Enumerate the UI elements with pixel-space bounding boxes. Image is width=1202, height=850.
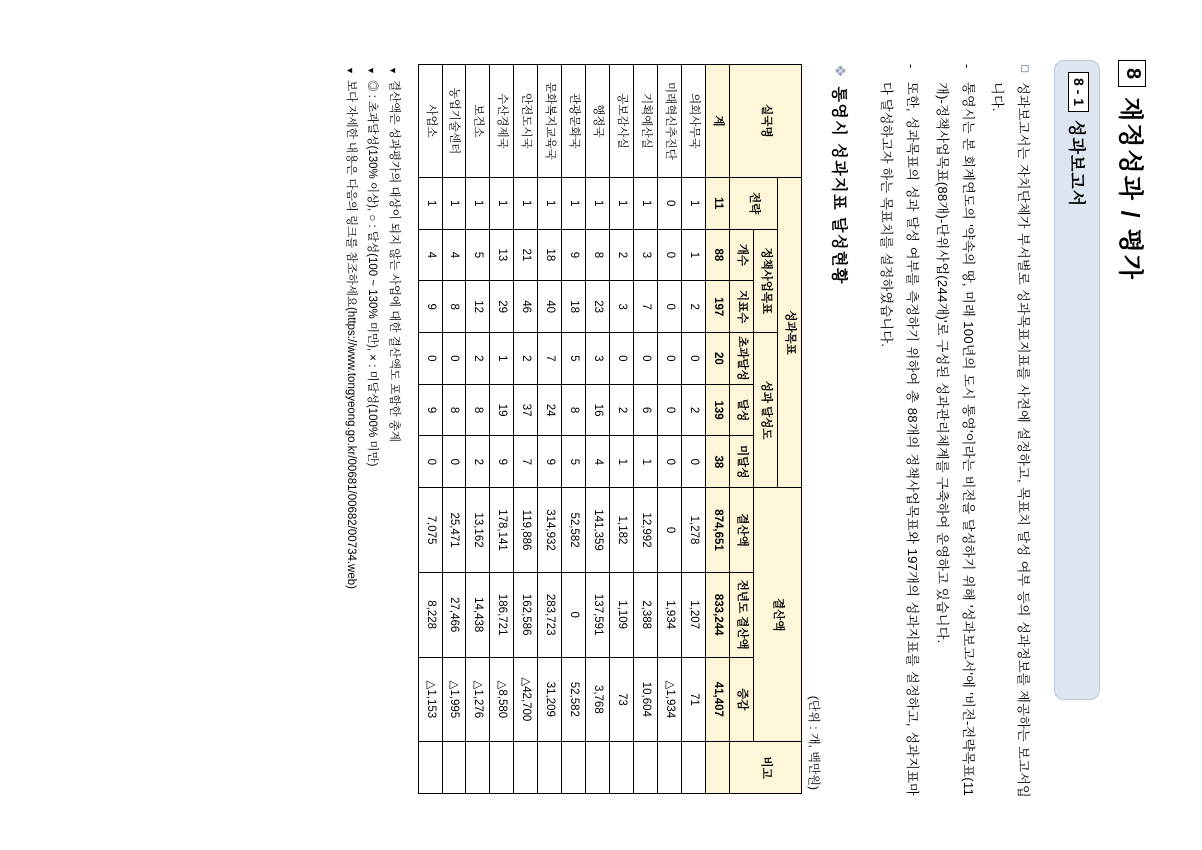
chapter-title: 재정성과 / 평가 bbox=[1116, 97, 1144, 281]
triangle-bullet-icon: ▼ bbox=[345, 66, 356, 75]
cell-policy-count: 2 bbox=[610, 229, 634, 281]
cell-index-count: 40 bbox=[538, 281, 562, 333]
cell-previous: 162,586 bbox=[514, 572, 538, 657]
cell-index-count: 7 bbox=[634, 281, 658, 333]
performance-table bbox=[418, 64, 802, 794]
cell-index-count: 29 bbox=[490, 281, 514, 333]
cell-current: 12,992 bbox=[634, 488, 658, 573]
cell-diff: 52,582 bbox=[562, 657, 586, 742]
cell-remark bbox=[562, 742, 586, 794]
cell-index-count: 9 bbox=[418, 281, 442, 333]
table-row bbox=[634, 65, 658, 794]
cell-current: 874,651 bbox=[705, 488, 729, 573]
cell-not-achieved: 9 bbox=[490, 436, 514, 488]
footnote bbox=[361, 66, 382, 798]
cell-strategy-count: 1 bbox=[681, 177, 705, 229]
cell-over: 0 bbox=[657, 333, 681, 385]
table-row bbox=[562, 65, 586, 794]
cell-over: 5 bbox=[562, 333, 586, 385]
cell-diff: △42,700 bbox=[514, 657, 538, 742]
cell-current: 314,932 bbox=[538, 488, 562, 573]
cell-achieved: 139 bbox=[705, 384, 729, 436]
cell-index-count: 46 bbox=[514, 281, 538, 333]
cell-name: 안전도시국 bbox=[514, 65, 538, 178]
th-previous: 전년도 결산액 bbox=[729, 572, 753, 657]
cell-not-achieved: 38 bbox=[705, 436, 729, 488]
cell-previous: 1,207 bbox=[681, 572, 705, 657]
section-label-group bbox=[1066, 72, 1091, 207]
cell-strategy-count: 1 bbox=[610, 177, 634, 229]
cell-index-count: 18 bbox=[562, 281, 586, 333]
cell-remark bbox=[681, 742, 705, 794]
paragraph bbox=[874, 64, 925, 798]
cell-over: 1 bbox=[490, 333, 514, 385]
th-remark: 비고 bbox=[729, 742, 801, 794]
cell-name: 관광문화국 bbox=[562, 65, 586, 178]
cell-policy-count: 0 bbox=[657, 229, 681, 281]
cell-previous: 2,388 bbox=[634, 572, 658, 657]
page-title bbox=[1114, 60, 1150, 798]
cell-current: 13,162 bbox=[466, 488, 490, 573]
table-row bbox=[657, 65, 681, 794]
cell-remark bbox=[634, 742, 658, 794]
cell-achieved: 9 bbox=[418, 384, 442, 436]
cell-achieved: 2 bbox=[681, 384, 705, 436]
cell-not-achieved: 0 bbox=[657, 436, 681, 488]
th-policy-count: 개수 bbox=[729, 229, 753, 281]
cell-previous: 1,109 bbox=[610, 572, 634, 657]
cell-policy-count: 18 bbox=[538, 229, 562, 281]
cell-not-achieved: 1 bbox=[634, 436, 658, 488]
table-row bbox=[418, 65, 442, 794]
cell-achieved: 16 bbox=[586, 384, 610, 436]
cell-strategy-count: 1 bbox=[586, 177, 610, 229]
cell-remark bbox=[705, 742, 729, 794]
cell-current: 52,582 bbox=[562, 488, 586, 573]
cell-remark bbox=[514, 742, 538, 794]
cell-not-achieved: 0 bbox=[681, 436, 705, 488]
paragraph bbox=[929, 64, 980, 798]
cell-strategy-count: 1 bbox=[418, 177, 442, 229]
table-body bbox=[418, 65, 729, 794]
cell-achieved: 6 bbox=[634, 384, 658, 436]
cell-not-achieved: 0 bbox=[442, 436, 466, 488]
cell-not-achieved: 4 bbox=[586, 436, 610, 488]
cell-index-count: 197 bbox=[705, 281, 729, 333]
table-row bbox=[466, 65, 490, 794]
table-heading-text: 통영시 성과지표 달성현황 bbox=[829, 86, 847, 285]
paragraph-text: 성과보고서는 자치단체가 부서별로 성과목표지표를 사전에 설정하고, 목표치 달성 여부 등의 성과정보를 제공하는 보고서입니다. bbox=[990, 82, 1031, 798]
th-budget-group: 결산액 bbox=[753, 488, 801, 742]
paragraph-text: 통영시는 본 회계연도의 '약속의 땅, 미래 100년의 도시 통영'이라는 비전을 달성하기 위해 '성과보고서'에 '비전-전략목표(11개)-정책사업목표(88개)-단위사업(244개)'로 구성된 성과관리체계를 구축하여 운영하고 있습니다. bbox=[934, 82, 976, 796]
table-row bbox=[514, 65, 538, 794]
cell-name: 의회사무국 bbox=[681, 65, 705, 178]
cell-index-count: 2 bbox=[681, 281, 705, 333]
cell-strategy-count: 1 bbox=[634, 177, 658, 229]
th-index-count: 지표수 bbox=[729, 281, 753, 333]
dash-bullet-icon: - bbox=[904, 64, 920, 69]
cell-policy-count: 13 bbox=[490, 229, 514, 281]
table-row bbox=[681, 65, 705, 794]
cell-strategy-count: 0 bbox=[657, 177, 681, 229]
th-name: 실국명 bbox=[729, 65, 801, 178]
cell-current: 119,886 bbox=[514, 488, 538, 573]
cell-index-count: 23 bbox=[586, 281, 610, 333]
cell-over: 0 bbox=[610, 333, 634, 385]
cell-strategy-count: 1 bbox=[442, 177, 466, 229]
cell-over: 3 bbox=[586, 333, 610, 385]
cell-current: 141,359 bbox=[586, 488, 610, 573]
cell-name: 공보감사실 bbox=[610, 65, 634, 178]
table-header-row bbox=[777, 65, 801, 794]
cell-strategy-count: 1 bbox=[538, 177, 562, 229]
th-degree-group: 성과 달성도 bbox=[753, 333, 777, 488]
cell-name: 농업기술센터 bbox=[442, 65, 466, 178]
th-not-achieved: 미달성 bbox=[729, 436, 753, 488]
square-bullet-icon: ◻ bbox=[1019, 64, 1031, 74]
table-row bbox=[490, 65, 514, 794]
triangle-bullet-icon: ▼ bbox=[366, 66, 377, 75]
cell-over: 0 bbox=[681, 333, 705, 385]
cell-diff: △1,153 bbox=[418, 657, 442, 742]
cell-achieved: 24 bbox=[538, 384, 562, 436]
cell-current: 1,278 bbox=[681, 488, 705, 573]
th-over: 초과달성 bbox=[729, 333, 753, 385]
cell-index-count: 8 bbox=[442, 281, 466, 333]
cell-diff: △1,934 bbox=[657, 657, 681, 742]
cell-not-achieved: 9 bbox=[538, 436, 562, 488]
diamond-bullet-icon: ❖ bbox=[831, 64, 849, 78]
cell-strategy-count: 11 bbox=[705, 177, 729, 229]
intro-paragraphs bbox=[874, 60, 1036, 798]
chapter-number: 8 bbox=[1118, 60, 1146, 87]
cell-previous: 186,721 bbox=[490, 572, 514, 657]
cell-index-count: 0 bbox=[657, 281, 681, 333]
cell-previous: 283,723 bbox=[538, 572, 562, 657]
cell-achieved: 2 bbox=[610, 384, 634, 436]
cell-policy-count: 8 bbox=[586, 229, 610, 281]
table-row bbox=[538, 65, 562, 794]
cell-remark bbox=[586, 742, 610, 794]
cell-not-achieved: 0 bbox=[418, 436, 442, 488]
cell-diff: △1,995 bbox=[442, 657, 466, 742]
cell-policy-count: 3 bbox=[634, 229, 658, 281]
cell-index-count: 3 bbox=[610, 281, 634, 333]
cell-remark bbox=[466, 742, 490, 794]
cell-remark bbox=[657, 742, 681, 794]
cell-current: 25,471 bbox=[442, 488, 466, 573]
th-perf-group: 성과목표 bbox=[777, 177, 801, 487]
cell-diff: △1,276 bbox=[466, 657, 490, 742]
paragraph-text: 또한, 성과목표의 성과 달성 여부를 측정하기 위하여 총 88개의 정책사업목표와 197개의 성과지표를 설정하고, 성과지표마다 달성하고자 하는 목표치를 설정하였습니다. bbox=[879, 82, 921, 796]
cell-current: 0 bbox=[657, 488, 681, 573]
cell-diff: 3,768 bbox=[586, 657, 610, 742]
cell-policy-count: 1 bbox=[681, 229, 705, 281]
section-number: 8 - 1 bbox=[1068, 72, 1089, 112]
cell-strategy-count: 1 bbox=[466, 177, 490, 229]
cell-current: 7,075 bbox=[418, 488, 442, 573]
footnote bbox=[340, 66, 361, 798]
th-strategy-count: 전략 bbox=[729, 177, 777, 229]
cell-previous: 0 bbox=[562, 572, 586, 657]
table-unit-label: (단위 : 개, 백만원) bbox=[806, 695, 821, 790]
table-row bbox=[442, 65, 466, 794]
cell-policy-count: 5 bbox=[466, 229, 490, 281]
cell-diff: 41,407 bbox=[705, 657, 729, 742]
cell-current: 178,141 bbox=[490, 488, 514, 573]
cell-over: 7 bbox=[538, 333, 562, 385]
footnote-text: 보다 자세한 내용은 다음의 링크를 참조하세요(https://www.tongyeong.go.kr/00681/00682/00734.web) bbox=[345, 80, 358, 589]
cell-name: 계 bbox=[705, 65, 729, 178]
cell-name: 기획예산실 bbox=[634, 65, 658, 178]
th-achieved: 달성 bbox=[729, 384, 753, 436]
cell-over: 20 bbox=[705, 333, 729, 385]
cell-previous: 27,466 bbox=[442, 572, 466, 657]
cell-previous: 1,934 bbox=[657, 572, 681, 657]
cell-name: 미래혁신추진단 bbox=[657, 65, 681, 178]
cell-name: 행정국 bbox=[586, 65, 610, 178]
cell-achieved: 19 bbox=[490, 384, 514, 436]
th-diff: 증감 bbox=[729, 657, 753, 742]
section-title: 성과보고서 bbox=[1067, 120, 1086, 208]
cell-diff: △8,580 bbox=[490, 657, 514, 742]
section-header-bar bbox=[1054, 60, 1100, 798]
cell-index-count: 12 bbox=[466, 281, 490, 333]
footnotes bbox=[340, 60, 404, 798]
cell-over: 0 bbox=[442, 333, 466, 385]
cell-name: 보건소 bbox=[466, 65, 490, 178]
cell-name: 문화복지교육국 bbox=[538, 65, 562, 178]
cell-policy-count: 21 bbox=[514, 229, 538, 281]
cell-diff: 10,604 bbox=[634, 657, 658, 742]
cell-previous: 14,438 bbox=[466, 572, 490, 657]
cell-policy-count: 4 bbox=[442, 229, 466, 281]
cell-not-achieved: 5 bbox=[562, 436, 586, 488]
triangle-bullet-icon: ▼ bbox=[387, 66, 398, 75]
cell-policy-count: 9 bbox=[562, 229, 586, 281]
cell-policy-count: 4 bbox=[418, 229, 442, 281]
cell-previous: 8,228 bbox=[418, 572, 442, 657]
cell-previous: 833,244 bbox=[705, 572, 729, 657]
cell-remark bbox=[490, 742, 514, 794]
cell-not-achieved: 7 bbox=[514, 436, 538, 488]
table-row bbox=[610, 65, 634, 794]
cell-over: 0 bbox=[634, 333, 658, 385]
table-total-row bbox=[705, 65, 729, 794]
cell-remark bbox=[610, 742, 634, 794]
cell-diff: 31,209 bbox=[538, 657, 562, 742]
dash-bullet-icon: - bbox=[959, 64, 975, 69]
footnote-text: 결산액은 성과평가의 대상이 되지 않는 사업에 대한 결산액도 포함한 총계 bbox=[387, 80, 400, 443]
cell-achieved: 8 bbox=[442, 384, 466, 436]
cell-diff: 73 bbox=[610, 657, 634, 742]
cell-remark bbox=[418, 742, 442, 794]
footnote bbox=[382, 66, 403, 798]
cell-remark bbox=[538, 742, 562, 794]
cell-achieved: 0 bbox=[657, 384, 681, 436]
cell-previous: 137,591 bbox=[586, 572, 610, 657]
cell-over: 2 bbox=[466, 333, 490, 385]
paragraph bbox=[985, 64, 1036, 798]
cell-achieved: 8 bbox=[466, 384, 490, 436]
cell-not-achieved: 2 bbox=[466, 436, 490, 488]
cell-current: 1,182 bbox=[610, 488, 634, 573]
cell-diff: 71 bbox=[681, 657, 705, 742]
cell-not-achieved: 1 bbox=[610, 436, 634, 488]
cell-name: 수산경제국 bbox=[490, 65, 514, 178]
table-heading bbox=[829, 60, 852, 798]
cell-achieved: 8 bbox=[562, 384, 586, 436]
cell-strategy-count: 1 bbox=[514, 177, 538, 229]
table-row bbox=[586, 65, 610, 794]
cell-name: 사업소 bbox=[418, 65, 442, 178]
th-policy-group: 정책사업목표 bbox=[753, 229, 777, 332]
cell-strategy-count: 1 bbox=[562, 177, 586, 229]
cell-achieved: 37 bbox=[514, 384, 538, 436]
cell-over: 2 bbox=[514, 333, 538, 385]
cell-over: 0 bbox=[418, 333, 442, 385]
cell-policy-count: 88 bbox=[705, 229, 729, 281]
th-current: 결산액 bbox=[729, 488, 753, 573]
cell-strategy-count: 1 bbox=[490, 177, 514, 229]
cell-remark bbox=[442, 742, 466, 794]
footnote-text: ◎ : 초과달성(130% 이상), ○ : 달성(100 ~ 130% 미만), × : 미달성(100% 미만) bbox=[366, 80, 379, 467]
